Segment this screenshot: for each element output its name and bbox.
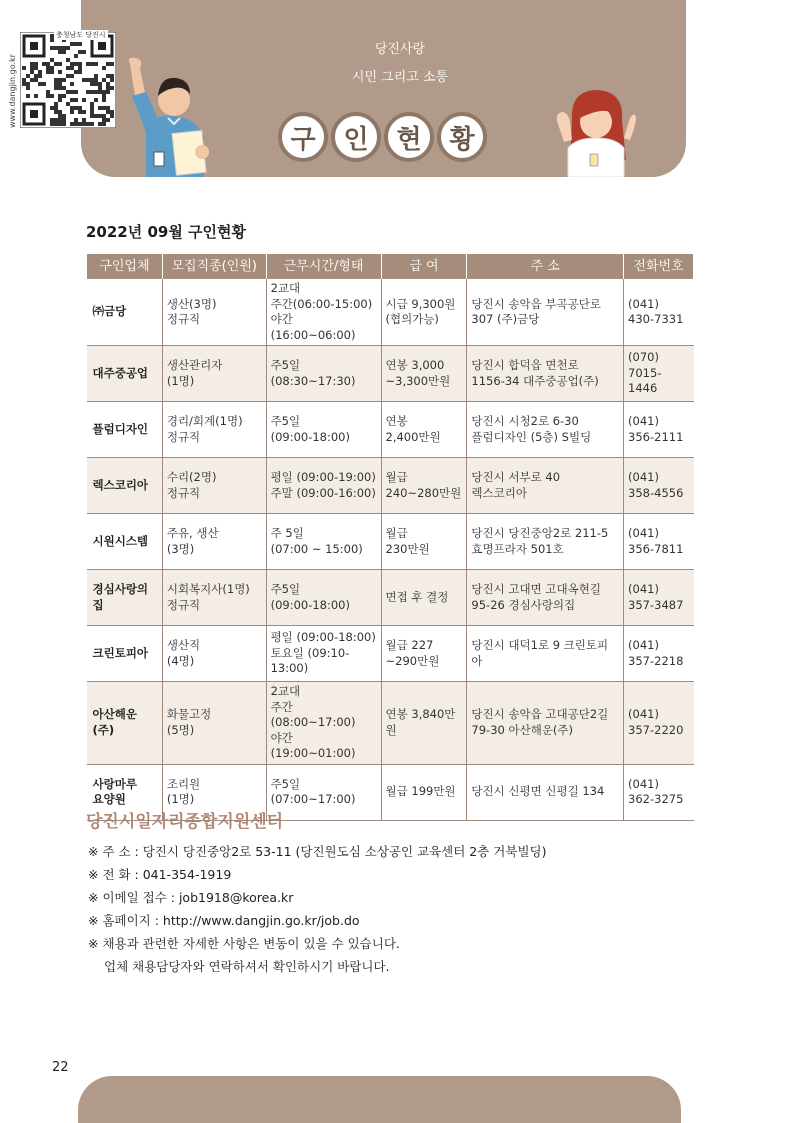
phone-cell: (041) 430-7331 [624,279,694,346]
job-cell: 경리/회계(1명) 정규직 [162,402,266,458]
company-cell: 플럼디자인 [87,402,163,458]
title-char: 황 [437,112,487,162]
phone-cell: (041) 357-3487 [624,570,694,626]
job-center-info [88,840,546,978]
column-header-hours: 근무시간/형태 [266,254,381,279]
column-header-company: 구인업체 [87,254,163,279]
hours-cell: 2교대 주간(08:00~17:00) 야간(19:00~01:00) [266,682,381,765]
qr-badge: 충청남도 당진시 [56,31,106,39]
job-cell: 시회복지사(1명) 정규직 [162,570,266,626]
phone-cell: (070) 7015-1446 [624,346,694,402]
company-cell: 렉스코리아 [87,458,163,514]
job-cell: 생산(3명) 정규직 [162,279,266,346]
table-row [87,514,694,570]
title-char: 인 [331,112,381,162]
pay-cell: 월급 227 ~290만원 [381,626,467,682]
company-cell: 아산해운(주) [87,682,163,765]
table-row [87,279,694,346]
company-cell: 사랑마루 요양원 [87,764,163,820]
info-notice: ※ 채용과 관련한 자세한 사항은 변동이 있을 수 있습니다. [88,936,400,951]
title-char: 현 [384,112,434,162]
title-char: 구 [278,112,328,162]
pay-cell: 연봉 3,840만원 [381,682,467,765]
address-cell: 당진시 송악읍 부곡공단로 307 (주)금당 [467,279,624,346]
pay-cell: 월급 240~280만원 [381,458,467,514]
hours-cell: 평일 (09:00-18:00) 토요일 (09:10-13:00) [266,626,381,682]
woman-waving-illustration [556,88,636,177]
hours-cell: 주5일 (08:30~17:30) [266,346,381,402]
info-address: ※ 주 소 : 당진시 당진중앙2로 53-11 (당진원도심 소상공인 교육센터 2층 거북빌딩) [88,844,547,859]
job-openings-table [86,254,694,821]
qr-url-text: www.dangjin.go.kr [8,54,17,128]
pay-cell: 월급 199만원 [381,764,467,820]
address-cell: 당진시 고대면 고대옥현길 95-26 경심사랑의집 [467,570,624,626]
company-cell: 시원시스템 [87,514,163,570]
phone-cell: (041) 357-2220 [624,682,694,765]
pay-cell: 연봉 2,400만원 [381,402,467,458]
phone-cell: (041) 357-2218 [624,626,694,682]
phone-cell: (041) 356-2111 [624,402,694,458]
table-row [87,346,694,402]
hours-cell: 2교대 주간(06:00-15:00) 야간(16:00~06:00) [266,279,381,346]
company-cell: ㈜금당 [87,279,163,346]
footer-banner [78,1076,681,1123]
job-cell: 화물고정 (5명) [162,682,266,765]
header-subtitle-1: 당진사랑 [374,42,426,57]
address-cell: 당진시 송악읍 고대공단2길 79-30 아산해운(주) [467,682,624,765]
pay-cell: 연봉 3,000 ~3,300만원 [381,346,467,402]
company-cell: 대주중공업 [87,346,163,402]
info-phone: ※ 전 화 : 041-354-1919 [88,867,232,882]
job-cell: 생산직 (4명) [162,626,266,682]
page-title [278,112,487,162]
job-cell: 수리(2명) 정규직 [162,458,266,514]
hours-cell: 주5일 (07:00~17:00) [266,764,381,820]
hours-cell: 주 5일 (07:00 ~ 15:00) [266,514,381,570]
phone-cell: (041) 358-4556 [624,458,694,514]
column-header-address: 주 소 [467,254,624,279]
table-row [87,626,694,682]
phone-cell: (041) 356-7811 [624,514,694,570]
address-cell: 당진시 시청2로 6-30 플럼디자인 (5층) S빌딩 [467,402,624,458]
hours-cell: 평일 (09:00-19:00) 주말 (09:00-16:00) [266,458,381,514]
table-header-row [87,254,694,279]
address-cell: 당진시 신평면 신평길 134 [467,764,624,820]
column-header-job: 모집직종(인원) [162,254,266,279]
info-homepage: ※ 홈페이지 : http://www.dangjin.go.kr/job.do [88,913,360,928]
header-subtitle-2: 시민 그리고 소통 [351,70,449,85]
table-row [87,570,694,626]
page-number: 22 [52,1060,69,1075]
qr-code-icon[interactable] [20,32,116,128]
pay-cell: 면접 후 결정 [381,570,467,626]
table-row [87,458,694,514]
man-cheering-illustration [118,56,228,177]
table-row [87,682,694,765]
pay-cell: 월급 230만원 [381,514,467,570]
info-email: ※ 이메일 접수 : job1918@korea.kr [88,890,294,905]
hours-cell: 주5일 (09:00-18:00) [266,402,381,458]
address-cell: 당진시 합덕읍 면천로 1156-34 대주중공업(주) [467,346,624,402]
pay-cell: 시급 9,300원 (협의가능) [381,279,467,346]
company-cell: 경심사랑의집 [87,570,163,626]
phone-cell: (041) 362-3275 [624,764,694,820]
info-notice-continued: 업체 채용담당자와 연락하셔서 확인하시기 바랍니다. [104,959,390,974]
hours-cell: 주5일 (09:00-18:00) [266,570,381,626]
address-cell: 당진시 당진중앙2로 211-5 효명프라자 501호 [467,514,624,570]
job-cell: 주유, 생산 (3명) [162,514,266,570]
address-cell: 당진시 대덕1로 9 크린토피아 [467,626,624,682]
table-row [87,402,694,458]
column-header-pay: 급 여 [381,254,467,279]
address-cell: 당진시 서부로 40 렉스코리아 [467,458,624,514]
job-cell: 생산관리자 (1명) [162,346,266,402]
company-cell: 크린토피아 [87,626,163,682]
job-center-title: 당진시일자리종합지원센터 [86,812,284,832]
section-title: 2022년 09월 구인현황 [86,223,247,241]
job-cell: 조리원 (1명) [162,764,266,820]
column-header-phone: 전화번호 [624,254,694,279]
